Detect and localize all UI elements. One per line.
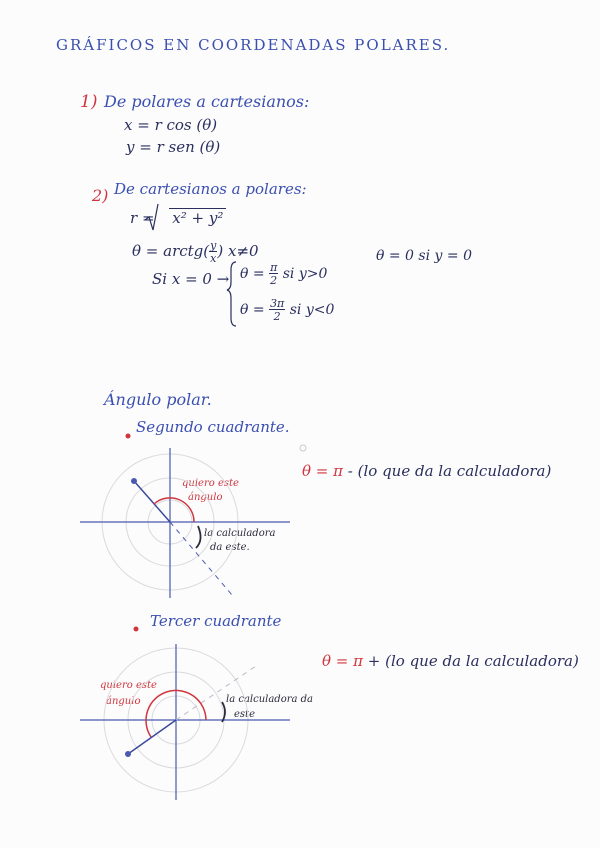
- polar-diagram-second-quadrant: [80, 448, 290, 598]
- bullet-second-quadrant: Segundo cuadrante.: [136, 418, 290, 436]
- polar-diagram-third-quadrant: [80, 644, 290, 800]
- zero-case: θ = 0 si y = 0: [376, 248, 472, 264]
- fraction-den: x: [210, 252, 217, 265]
- fraction-num: 3π: [270, 297, 285, 310]
- formula2-theta: θ = π: [322, 652, 363, 670]
- polar-point: [125, 751, 131, 757]
- polar-point: [131, 478, 137, 484]
- bullet-dot-2: [134, 627, 139, 632]
- cases-brace: [227, 262, 236, 326]
- section2-heading: De cartesianos a polares:: [114, 180, 307, 198]
- label-quiero-1: quiero este: [182, 478, 239, 489]
- label-angulo-1: ángulo: [188, 492, 223, 503]
- formula1-rest: - (lo que da la calculadora): [347, 462, 552, 480]
- case-intro: Si x = 0 →: [152, 270, 230, 288]
- case2-lhs: θ =: [240, 302, 265, 318]
- section3-heading: Ángulo polar.: [104, 390, 212, 409]
- fraction-num: y: [210, 239, 217, 252]
- case1-cond: si y>0: [282, 266, 328, 282]
- section1-number: 1): [80, 92, 98, 112]
- equation-y: y = r sen (θ): [126, 138, 221, 156]
- black-angle-arc: [196, 526, 201, 548]
- equation-theta-b: ) x≠0: [217, 242, 259, 260]
- case1-lhs: θ =: [240, 266, 265, 282]
- label-angulo-2: ángulo: [106, 696, 141, 707]
- section2-number: 2): [92, 186, 109, 205]
- polar-ray: [128, 720, 176, 754]
- label-calc-1b: da este.: [210, 542, 250, 553]
- bullet-third-quadrant: Tercer cuadrante: [150, 612, 282, 630]
- bullet-dot-1: [126, 434, 131, 439]
- polar-ray: [134, 481, 170, 522]
- equation-theta-a: θ = arctg(: [132, 242, 210, 260]
- label-calc-2b: este: [234, 709, 255, 720]
- equation-r-radicand: x² + y²: [169, 208, 226, 227]
- case2-cond: si y<0: [289, 302, 335, 318]
- page-title: GRÁFICOS EN COORDENADAS POLARES.: [56, 36, 451, 54]
- label-calc-2: la calculadora da: [226, 694, 314, 705]
- equation-r-lhs: r =: [130, 209, 155, 227]
- label-calc-1: la calculadora: [204, 528, 276, 539]
- formula1-theta: θ = π: [302, 462, 343, 480]
- fraction-num: π: [270, 261, 278, 274]
- radical-sign: [145, 204, 158, 230]
- section1-heading: De polares a cartesianos:: [104, 92, 310, 111]
- fraction-den: 2: [273, 310, 281, 323]
- formula2-rest: + (lo que da la calculadora): [367, 652, 579, 670]
- label-quiero-2: quiero este: [100, 680, 157, 691]
- equation-x: x = r cos (θ): [124, 116, 218, 134]
- stray-circle-mark: [300, 445, 306, 451]
- fraction-den: 2: [270, 274, 278, 287]
